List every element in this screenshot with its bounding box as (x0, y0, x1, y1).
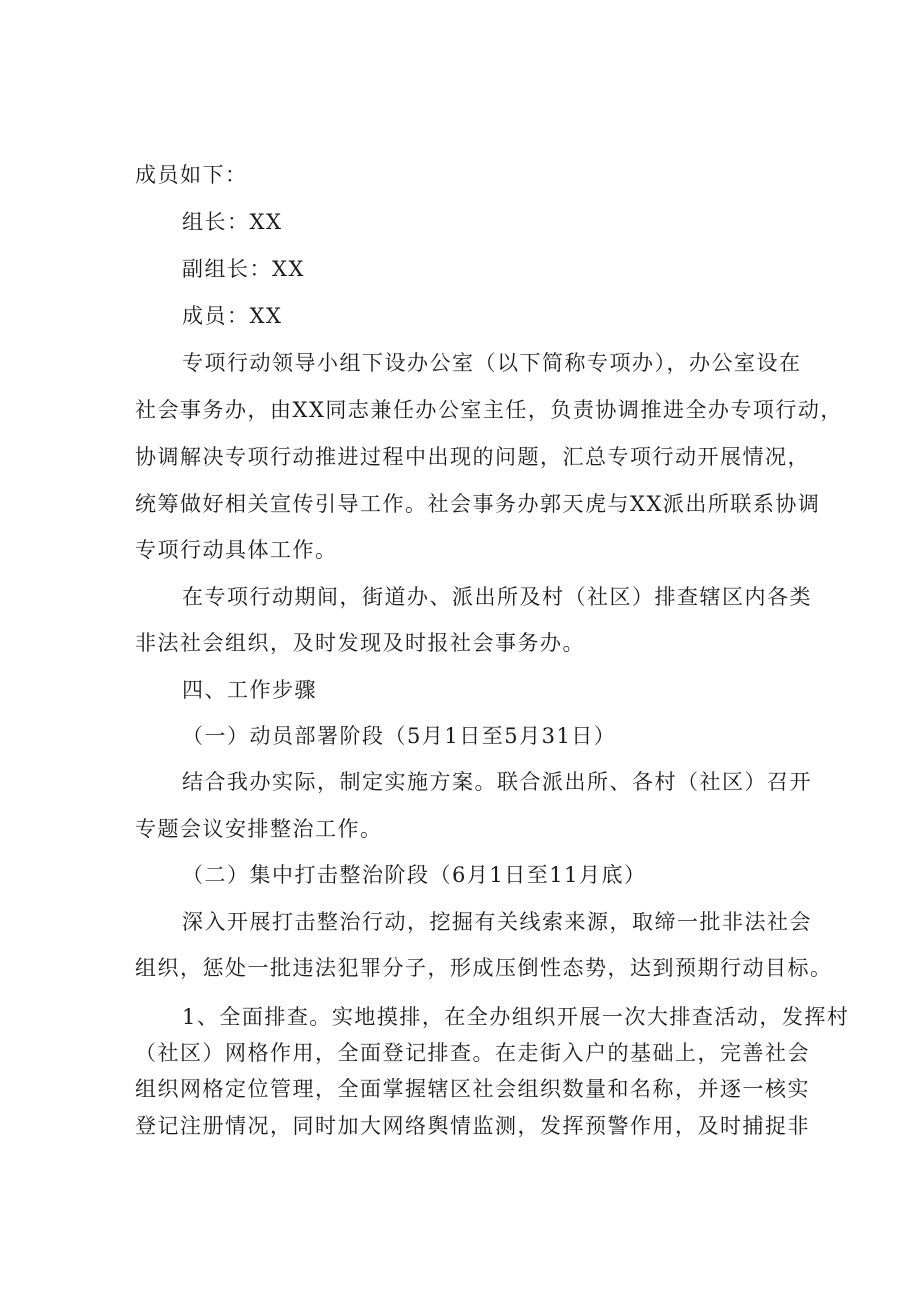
paragraph-office-line: 社会事务办，由XX同志兼任办公室主任，负责协调推进全办专项行动， (135, 398, 843, 422)
text-line-deputy-leader: 副组长：XX (182, 257, 305, 281)
paragraph-investigation-line: 在专项行动期间，街道办、派出所及村（社区）排查辖区内各类 (182, 585, 812, 609)
text-line-members-intro: 成员如下： (135, 163, 248, 187)
paragraph-investigation-line: 非法社会组织，及时发现及时报社会事务办。 (135, 631, 585, 655)
paragraph-full-check-line: 登记注册情况，同时加大网络舆情监测，发挥预警作用，及时捕捉非 (135, 1114, 810, 1138)
subheading-mobilization-stage: （一）动员部署阶段（5月1日至5月31日） (182, 724, 617, 748)
text-line-members: 成员：XX (182, 304, 283, 328)
paragraph-mobilization-line: 结合我办实际，制定实施方案。联合派出所、各村（社区）召开 (182, 770, 812, 794)
paragraph-full-check-line: 1、全面排查。实地摸排，在全办组织开展一次大排查活动，发挥村 (182, 1005, 850, 1029)
paragraph-crackdown-line: 深入开展打击整治行动，挖掘有关线索来源，取缔一批非法社会 (182, 910, 812, 934)
section-heading-work-steps: 四、工作步骤 (182, 678, 317, 702)
subheading-crackdown-stage: （二）集中打击整治阶段（6月1日至11月底） (182, 863, 647, 887)
paragraph-office-line: 协调解决专项行动推进过程中出现的问题，汇总专项行动开展情况， (135, 445, 810, 469)
paragraph-crackdown-line: 组织，惩处一批违法犯罪分子，形成压倒性态势，达到预期行动目标。 (135, 956, 833, 980)
paragraph-office-line: 统筹做好相关宣传引导工作。社会事务办郭天虎与XX派出所联系协调 (135, 492, 821, 516)
paragraph-office-line: 专项行动领导小组下设办公室（以下简称专项办），办公室设在 (182, 351, 802, 375)
text-line-group-leader: 组长：XX (182, 210, 283, 234)
paragraph-mobilization-line: 专题会议安排整治工作。 (135, 817, 383, 841)
paragraph-full-check-line: 组织网格定位管理，全面掌握辖区社会组织数量和名称，并逐一核实 (135, 1077, 810, 1101)
paragraph-office-line: 专项行动具体工作。 (135, 538, 338, 562)
paragraph-full-check-line: （社区）网格作用，全面登记排查。在走街入户的基础上，完善社会 (135, 1041, 810, 1065)
